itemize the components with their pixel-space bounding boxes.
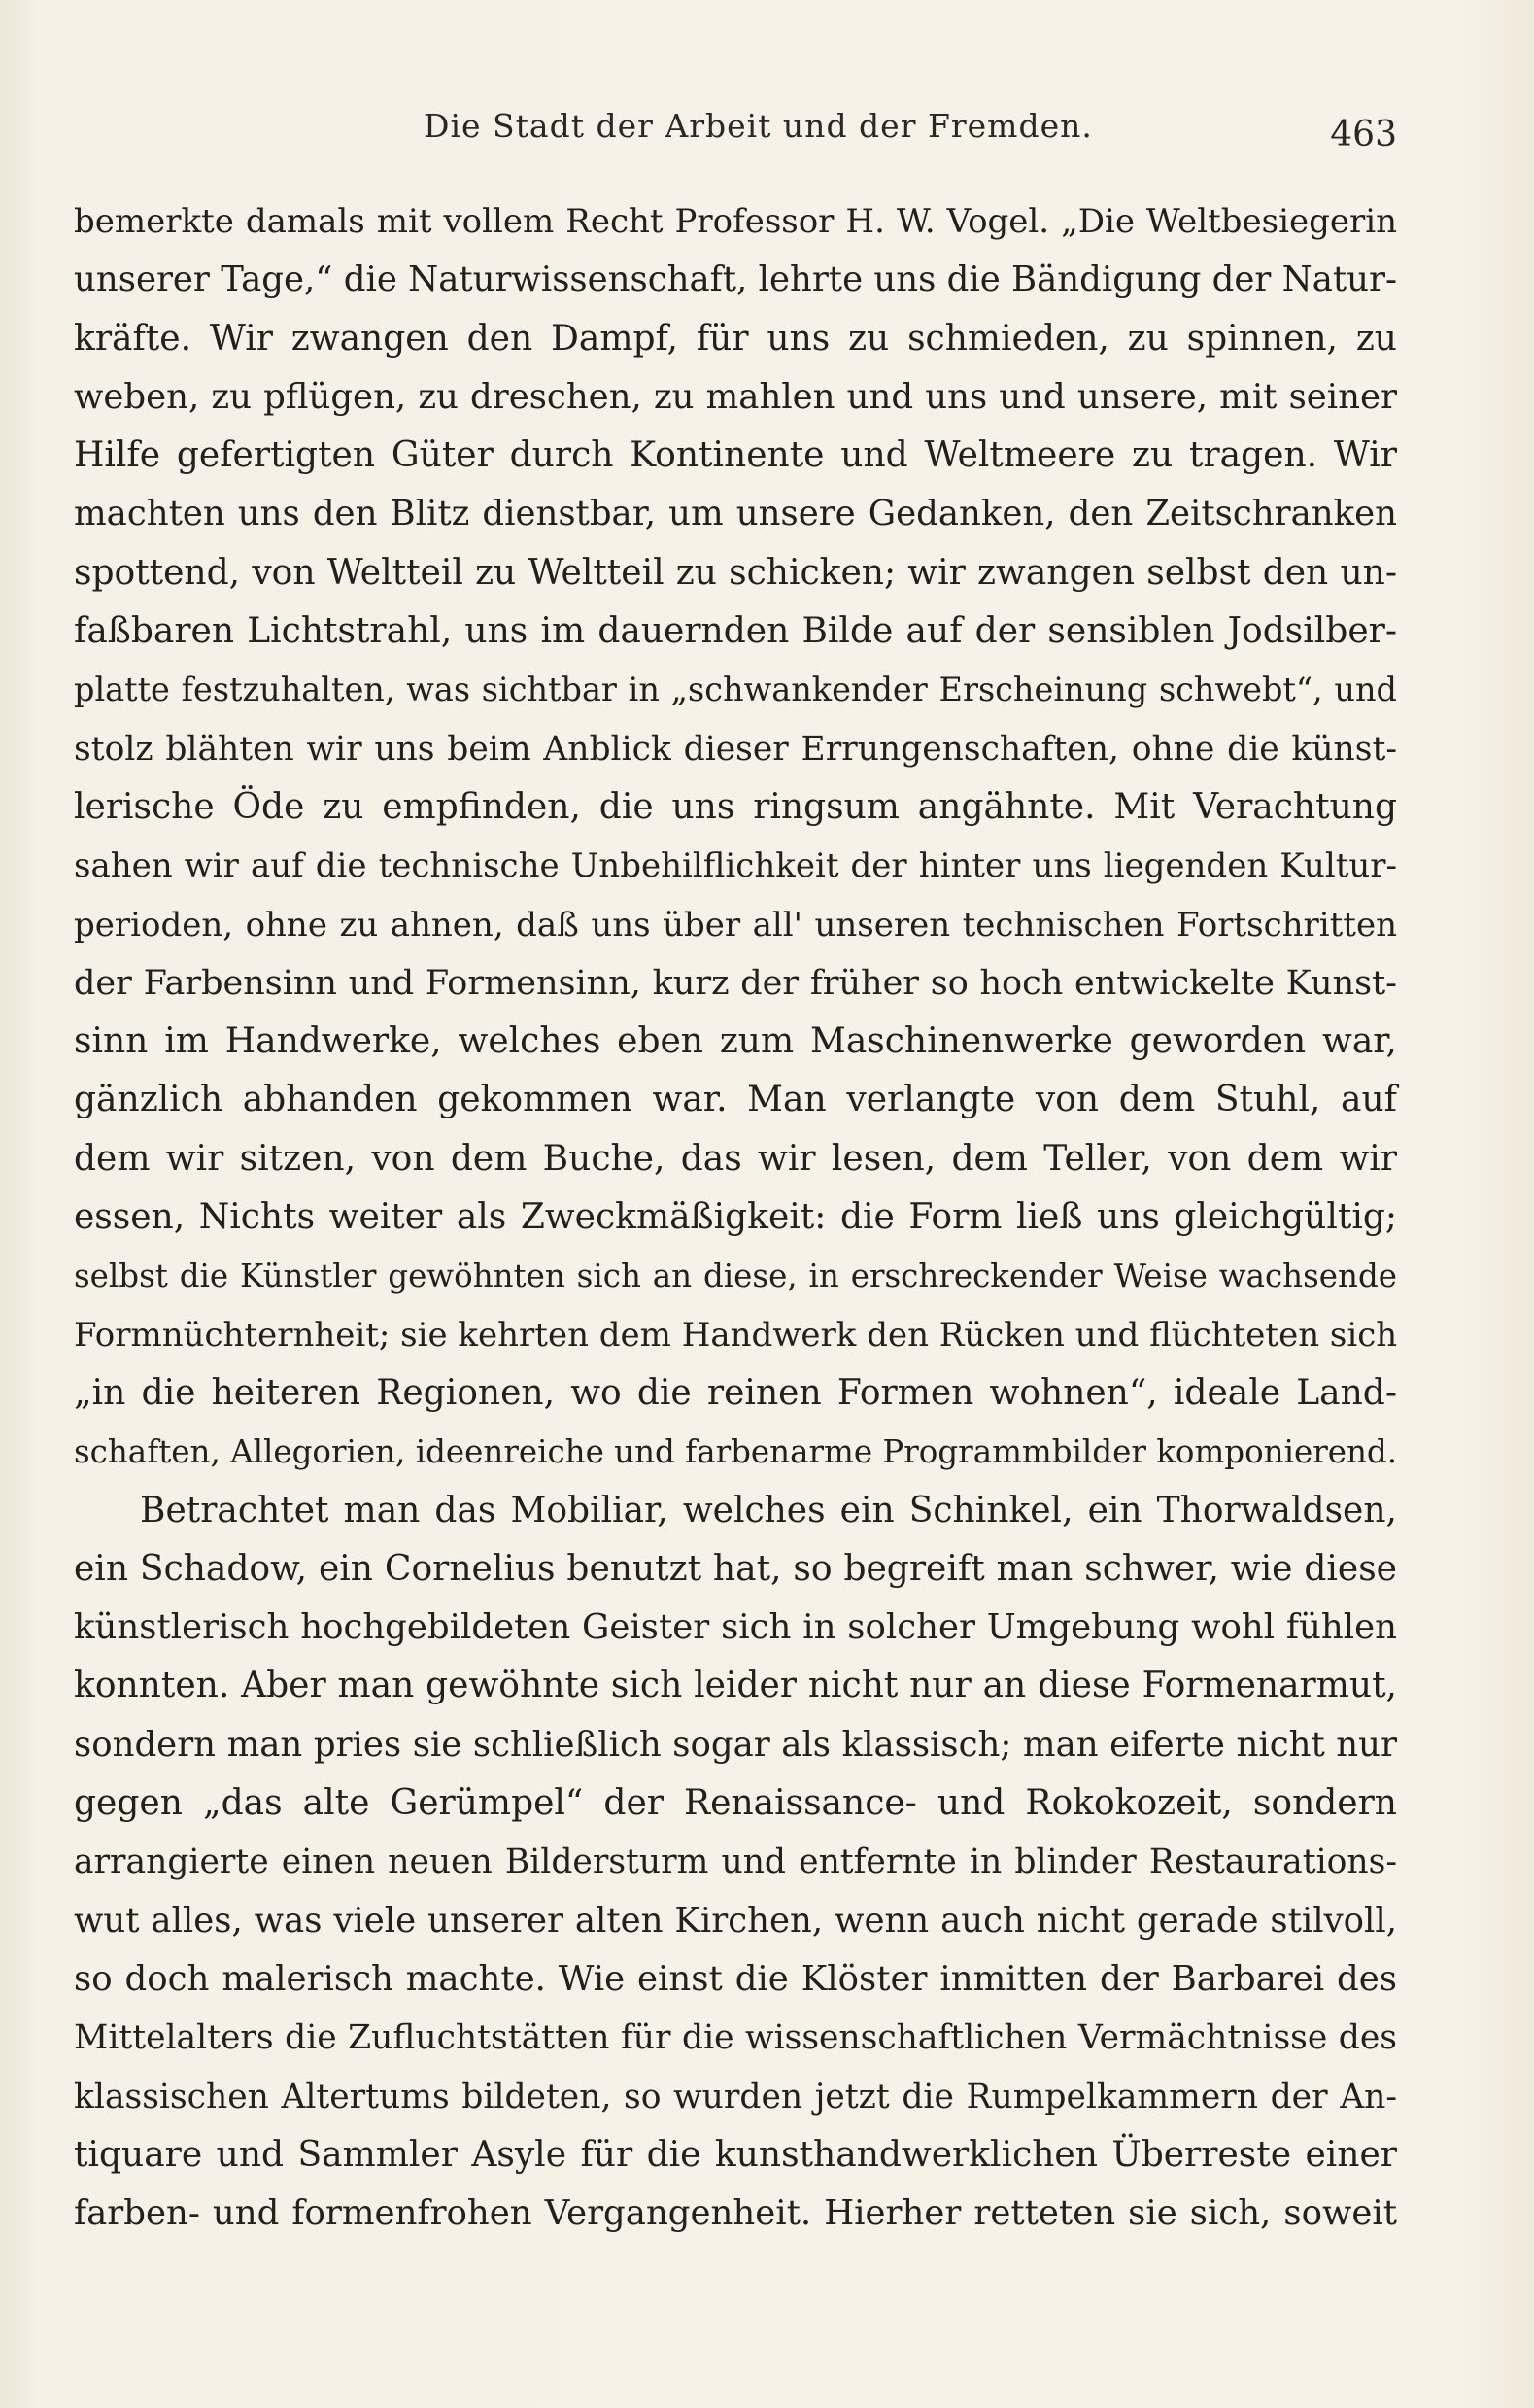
body-text [74, 192, 1397, 2243]
text-line: stolz blähten wir uns beim Anblick dieser Errungenschaften, ohne die künst- [74, 729, 1397, 769]
text-line: unserer Tage,“ die Naturwissenschaft, lehrte uns die Bändigung der Natur- [74, 259, 1397, 300]
text-line: spottend, von Weltteil zu Weltteil zu schicken; wir zwangen selbst den un- [74, 552, 1397, 593]
text-line: sinn im Handwerke, welches eben zum Maschinenwerke geworden war, [74, 1021, 1397, 1062]
running-title: Die Stadt der Arbeit und der Fremden. [424, 107, 1093, 145]
text-line: tiquare und Sammler Asyle für die kunsthandwerklichen Überreste einer [74, 2134, 1397, 2175]
text-line: faßbaren Lichtstrahl, uns im dauernden Bilde auf der sensiblen Jodsilber- [74, 611, 1397, 652]
text-line: ein Schadow, ein Cornelius benutzt hat, so begreift man schwer, wie diese [74, 1548, 1397, 1589]
text-line: „in die heiteren Regionen, wo die reinen Formen wohnen“, ideale Land- [74, 1372, 1397, 1413]
text-line: gänzlich abhanden gekommen war. Man verlangte von dem Stuhl, auf [74, 1080, 1397, 1120]
text-line: künstlerisch hochgebildeten Geister sich in solcher Umgebung wohl fühlen [74, 1607, 1397, 1648]
text-line: dem wir sitzen, von dem Buche, das wir lesen, dem Teller, von dem wir [74, 1138, 1397, 1179]
running-head [74, 107, 1397, 155]
text-line: lerische Öde zu empfinden, die uns ringsum angähnte. Mit Verachtung [74, 786, 1397, 827]
text-line: sondern man pries sie schließlich sogar als klassisch; man eiferte nicht nur [74, 1724, 1397, 1765]
text-line: Hilfe gefertigten Güter durch Kontinente und Weltmeere zu tragen. Wir [74, 435, 1397, 476]
text-line: Formnüchternheit; sie kehrten dem Handwerk den Rücken und flüchteten sich [74, 1315, 1398, 1355]
text-line: weben, zu pflügen, zu dreschen, zu mahlen und uns und unsere, mit seiner [74, 376, 1397, 417]
paragraph-end-line: schaften, Allegorien, ideenreiche und farbenarme Programmbilder komponierend. [74, 1433, 1398, 1471]
text-line: der Farbensinn und Formensinn, kurz der früher so hoch entwickelte Kunst- [74, 963, 1397, 1003]
paragraph-start-line: Betrachtet man das Mobiliar, welches ein Schinkel, ein Thorwaldsen, [140, 1490, 1397, 1531]
text-line: selbst die Künstler gewöhnten sich an diese, in erschreckender Weise wachsende [74, 1257, 1397, 1295]
text-line: farben- und formenfrohen Vergangenheit. Hierher retteten sie sich, soweit [74, 2193, 1397, 2234]
text-line: perioden, ohne zu ahnen, daß uns über all' unseren technischen Fortschritten [74, 905, 1397, 945]
text-line: konnten. Aber man gewöhnte sich leider nicht nur an diese Formenarmut, [74, 1666, 1397, 1706]
text-line: machten uns den Blitz dienstbar, um unsere Gedanken, den Zeitschranken [74, 494, 1397, 534]
text-line: Mittelalters die Zufluchtstätten für die wissenschaftlichen Vermächtnisse des [74, 2018, 1397, 2058]
text-line: sahen wir auf die technische Unbehilflichkeit der hinter uns liegenden Kultur- [74, 846, 1397, 886]
text-line: wut alles, was viele unserer alten Kirchen, wenn auch nicht gerade stilvoll, [74, 1900, 1397, 1941]
text-line: klassischen Altertums bildeten, so wurden jetzt die Rumpelkammern der An- [74, 2077, 1397, 2116]
text-line: essen, Nichts weiter als Zweckmäßigkeit: die Form ließ uns gleichgültig; [74, 1197, 1397, 1238]
text-line: kräfte. Wir zwangen den Dampf, für uns zu schmieden, zu spinnen, zu [74, 318, 1397, 359]
text-line: gegen „das alte Gerümpel“ der Renaissance- und Rokokozeit, sondern [74, 1783, 1397, 1824]
text-line: platte festzuhalten, was sichtbar in „schwankender Erscheinung schwebt“, und [74, 671, 1397, 709]
page-number: 463 [1330, 115, 1397, 155]
text-line: arrangierte einen neuen Bildersturm und entfernte in blinder Restaurations- [74, 1842, 1397, 1882]
text-line: bemerkte damals mit vollem Recht Professor H. W. Vogel. „Die Weltbesiegerin [74, 202, 1397, 241]
text-line: so doch malerisch machte. Wie einst die Klöster inmitten der Barbarei des [74, 1958, 1397, 1999]
